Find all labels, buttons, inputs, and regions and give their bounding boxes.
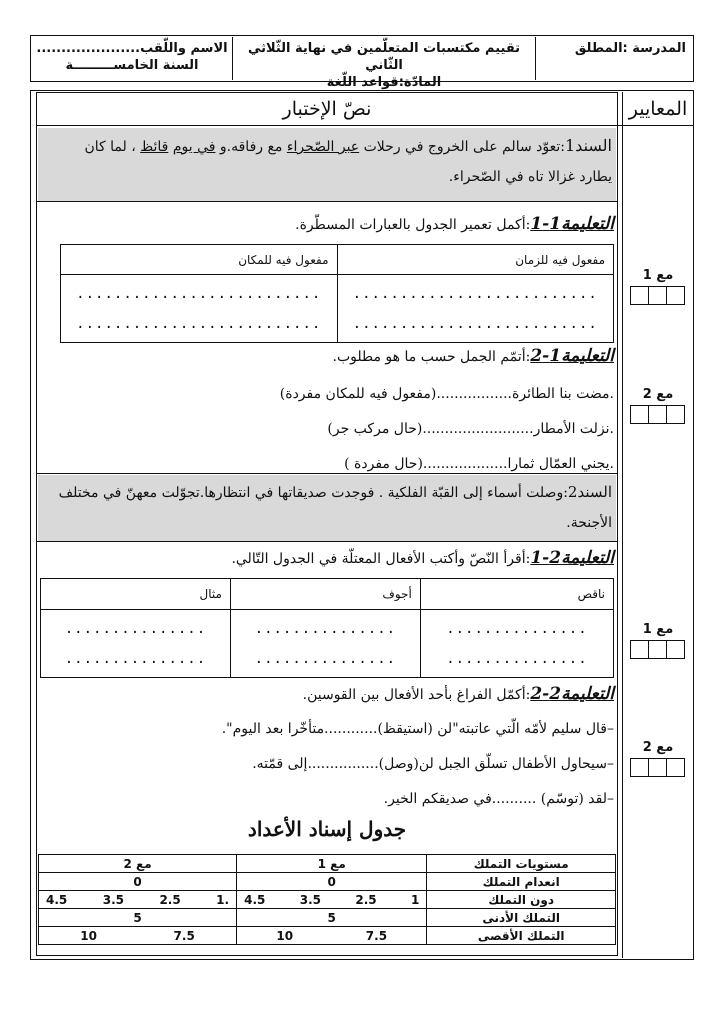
s2-criterion2-label: مع 2 — [642, 740, 674, 755]
score-col-c1: مع 1 — [237, 855, 427, 873]
task1-2-sentences — [46, 377, 614, 482]
sentence-1-2[interactable]: .نزلت الأمطار.........................(حال مركب جر) — [327, 421, 614, 437]
score-below-c1: 1 2.5 3.5 4.5 — [237, 891, 427, 909]
table1-header-time: مفعول فيه للزمان — [337, 245, 614, 275]
s2-criterion1-label: مع 1 — [642, 622, 674, 637]
table1-header-place: مفعول فيه للمكان — [61, 245, 338, 275]
s1-criterion2-boxes[interactable] — [631, 405, 685, 424]
s1-criterion1-boxes[interactable] — [631, 286, 685, 305]
header-divider-left — [232, 37, 233, 80]
heading-rule — [36, 125, 694, 126]
s1-criterion1-label: مع 1 — [642, 268, 674, 283]
task1-2-label: التعليمة1-2 — [530, 346, 614, 366]
test-text-heading: نصّ الإختبار — [282, 98, 372, 120]
table1-cell-time[interactable]: .......................... .......................... — [337, 275, 614, 343]
support1-text: السند1:تعوّد سالم على الخروج في رحلات عبر الصّحراء مع رفاقه.و في يوم قائظ ، لما كان يطارد غزالا تاه في الصّحراء. — [46, 131, 612, 192]
task1-1-label: التعليمة1-1 — [530, 214, 614, 234]
student-name-field[interactable]: الاسم واللّقب..................... — [36, 41, 228, 56]
score-box[interactable] — [630, 286, 649, 305]
score-box[interactable] — [648, 286, 667, 305]
underlined-phrase-day: في يوم — [172, 139, 216, 155]
score-min-c2: 5 — [39, 909, 237, 927]
sentence-2-1[interactable]: –قال سليم لأمّه الّتي عاتبته"لن (استيقظ)............متأخّرا بعد اليوم". — [221, 721, 614, 737]
table2-cell-hollow[interactable]: ............... ............... — [230, 610, 420, 678]
support2-label: السند2 — [567, 483, 612, 501]
task2-2-sentences — [46, 712, 614, 817]
support1-rule — [36, 201, 618, 202]
task1-1: التعليمة1-1:أكمل تعمير الجدول بالعبارات المسطّرة. — [295, 214, 614, 234]
task2-1-label: التعليمة2-1 — [530, 548, 614, 568]
score-row-max: التملك الأقصى — [427, 927, 616, 945]
support1-line2: يطارد غزالا تاه في الصّحراء. — [448, 169, 612, 185]
table1 — [60, 244, 614, 343]
score-none-c2: 0 — [39, 873, 237, 891]
table2-cell-example[interactable]: ............... ............... — [41, 610, 231, 678]
score-box[interactable] — [648, 640, 667, 659]
criteria-column-divider — [622, 92, 623, 958]
s1-criterion2-label: مع 2 — [642, 387, 674, 402]
score-row-min: التملك الأدنى — [427, 909, 616, 927]
s2-criterion2-boxes[interactable] — [631, 758, 685, 777]
task2-1: التعليمة2-1:أقرأ النّصّ وأكتب الأفعال المعتلّة في الجدول التّالي. — [231, 548, 614, 568]
header-divider-right — [535, 37, 536, 80]
table1-cell-place[interactable]: .......................... .......................... — [61, 275, 338, 343]
task2-2: التعليمة2-2:أكمّل الفراغ بأحد الأفعال بين القوسين. — [302, 684, 614, 704]
sentence-1-1[interactable]: .مضت بنا الطائرة.................(مفعول فيه للمكان مفردة) — [279, 386, 614, 402]
score-none-c1: 0 — [237, 873, 427, 891]
score-table — [38, 854, 616, 945]
support2-rule — [36, 541, 618, 542]
score-table-title: جدول إسناد الأعداد — [247, 817, 407, 841]
score-box[interactable] — [666, 758, 685, 777]
sentence-2-3[interactable]: –لقد (توسّم) ..........في صديقكم الخير. — [383, 791, 614, 807]
score-min-c1: 5 — [237, 909, 427, 927]
score-box[interactable] — [666, 286, 685, 305]
s2-criterion1-boxes[interactable] — [631, 640, 685, 659]
score-box[interactable] — [630, 758, 649, 777]
school-cell — [537, 37, 692, 80]
underlined-phrase-hot: قائظ — [140, 139, 169, 155]
table2-header-hollow: أجوف — [230, 579, 420, 610]
score-box[interactable] — [630, 405, 649, 424]
score-box[interactable] — [666, 405, 685, 424]
score-box[interactable] — [648, 758, 667, 777]
exam-title-cell — [234, 37, 534, 90]
score-col-c2: مع 2 — [39, 855, 237, 873]
score-row-none: انعدام التملك — [427, 873, 616, 891]
score-below-c2: .1 2.5 3.5 4.5 — [39, 891, 237, 909]
support2-top-rule — [36, 473, 618, 474]
score-box[interactable] — [666, 640, 685, 659]
table2-header-example: مثال — [41, 579, 231, 610]
sentence-1-3[interactable]: .يجني العمّال ثمارا...................(حال مفردة ) — [344, 456, 614, 472]
criteria-heading: المعايير — [628, 98, 688, 120]
table2-cell-defective[interactable]: ............... ............... — [420, 610, 613, 678]
support2-line2: الأجنحة. — [566, 515, 612, 531]
score-max-c1: 7.5 10 — [237, 927, 427, 945]
table2 — [40, 578, 614, 678]
score-max-c2: 7.5 10 — [39, 927, 237, 945]
student-info-cell — [32, 37, 232, 80]
sentence-2-2[interactable]: –سيحاول الأطفال تسلّق الجبل لن(وصل)................إلى قمّته. — [252, 756, 614, 772]
score-box[interactable] — [630, 640, 649, 659]
score-col-levels: مستويات التملك — [427, 855, 616, 873]
subject-label: المادّة:قواعد اللّغة — [326, 75, 442, 90]
score-box[interactable] — [648, 405, 667, 424]
school-label: المدرسة :المطلق — [574, 41, 686, 56]
score-row-below: دون التملك — [427, 891, 616, 909]
exam-title: تقييم مكتسبات المتعلّمين في نهاية الثّلاثي الثّاني — [247, 41, 521, 73]
task1-2: التعليمة1-2:أتمّم الجمل حسب ما هو مطلوب. — [332, 346, 614, 366]
support2-text: السند2:وصلت أسماء إلى القبّة الفلكية . فوجدت صديقاتها في انتظارها.تجوّلت معهنّ في مختلف الأجنحة. — [46, 477, 612, 538]
task2-2-label: التعليمة2-2 — [530, 684, 614, 704]
support1-label: السند1 — [564, 136, 612, 155]
table2-header-defective: ناقص — [420, 579, 613, 610]
underlined-phrase-desert: عبر الصّحراء — [286, 139, 360, 155]
grade-label: السنة الخامســـــــــة — [65, 58, 199, 73]
